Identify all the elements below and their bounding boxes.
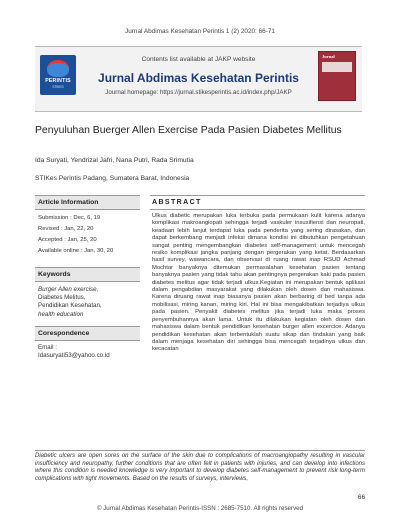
correspondence-heading: Corespondence xyxy=(35,326,140,341)
contents-line: Contents list available at JAKP website xyxy=(141,56,256,63)
journal-header-box xyxy=(35,46,362,112)
keywords-list xyxy=(38,286,137,319)
available-online-date: Available online : Jan, 30, 20 xyxy=(38,248,114,254)
correspondence-email[interactable]: Idasuryati53@yahoo.co.id xyxy=(38,352,110,359)
logo-text: PERINTIS xyxy=(45,78,71,84)
journal-cover-thumbnail xyxy=(318,51,356,101)
keyword: Burger Allen exercise, xyxy=(38,286,99,293)
correspondence-section xyxy=(35,326,140,360)
accepted-date: Accepted : Jan, 25, 20 xyxy=(38,237,97,243)
authors: Ida Suryati, Yendrizal Jafri, Nana Putri, Rada Srimutia xyxy=(35,157,194,164)
cover-title: Jurnal xyxy=(322,54,335,59)
journal-title: Jurnal Abdimas Kesehatan Perintis xyxy=(98,71,299,85)
keyword: Diabetes Melitus, xyxy=(38,294,86,302)
cover-band xyxy=(322,62,352,72)
abstract-body: Ulkus diabetic merupakan luka terbuka pada permukaan kulit karena adanya komplikasi makroangiopati sehingga terjadi vaskuler insusifiensi dan neuropati, keadaan lebih lanjut terdapat luka pada penderita yang sering dirasakan, dan dapat berkembang menjadi infeksi dimana kondisi ini dibutuhkan pengetahuan sangat penting mengembangkan diabetes self-management untuk mencegah resiko komplikasi jangka panjang dengan pergerakan yang ketat. Berdasarkan hasil survey, wawancara, dan observasi di ruang rawat inap RSUD Achmad Mochtar banyaknya ditemukan permasalahan kesehatan pasien tentang banyaknya pasien yang tidak tahu akan pentingnya pergerakan kaki pada pasien diabetes melitus agar tidak terjadi ulkus.Kegiatan ini merupakan bentuk aplikasi dalam pengabdian masyarakat yang dilakukan oleh dosen dan mahasiswa. Karena diruang rawat inap biasanya pasien akan berbaring di bed tanpa ada mobilisasi, miring kanan, miring kiri. Hal ini bisa mengakibatkan terjadiya ulkus pada pasien. Penyakit diabetes melitus jika terjadi luka maka proses penyembuhannya akan lama. Untuk itu dilakukan kegiatan oleh dosen dan mahasiswa dalam bentuk pendidikan kesehatan burger allen excercice. Adanya pendidikan kesehatan akan terbentuklah suatu sikap dan tindakan yang baik dalam menjaga kesehatan diri sehingga bisa mencegah terjadinya ulkus dan kecacatan xyxy=(152,213,365,353)
journal-homepage[interactable]: Journal homepage: https://jurnal.stikesperintis.ac.id/index.php/JAKP xyxy=(105,89,292,96)
page-number: 66 xyxy=(357,494,365,501)
submission-date: Submission : Dec, 6, 19 xyxy=(38,215,101,221)
keyword: Pendidikan Kesehatan, xyxy=(38,302,102,310)
copyright-footer: © Jurnal Abdimas Kesehatan Perintis-ISSN : 2685-7510. All rights reserved xyxy=(96,505,304,512)
keywords-section xyxy=(35,267,140,319)
paper-title: Penyuluhan Buerger Allen Exercise Pada Pasien Diabetes Mellitus xyxy=(35,125,342,136)
running-head: Jurnal Abdimas Kesehatan Perintis 1 (2) 2020: 66-71 xyxy=(125,28,275,35)
abstract-heading: ABSTRACT xyxy=(150,195,365,210)
affiliation: STIKes Perintis Padang, Sumatera Barat, Indonesia xyxy=(35,175,190,182)
keywords-heading: Keywords xyxy=(35,267,140,282)
revised-date: Revised : Jan, 22, 20 xyxy=(38,226,94,232)
correspondence-email-label: Email : xyxy=(38,344,57,351)
article-information-heading: Article Information xyxy=(35,195,140,210)
logo-subtext: STIKES xyxy=(52,85,64,89)
abstract-column xyxy=(150,195,365,354)
keyword: health education xyxy=(38,310,84,318)
english-abstract: Diabetic ulcers are open sores on the surface of the skin due to complications of macroangiopathy resulting in vascular insufficiency and neuropathy, further conditions that are often felt in patients with injuries, and can develop into infections where this condition is needed knowledge is very important to develop diabetes self-management to prevent risk long-term complications with tight movements. Based on the results of surveys, interviews, xyxy=(35,450,365,484)
article-information-section xyxy=(35,195,140,254)
